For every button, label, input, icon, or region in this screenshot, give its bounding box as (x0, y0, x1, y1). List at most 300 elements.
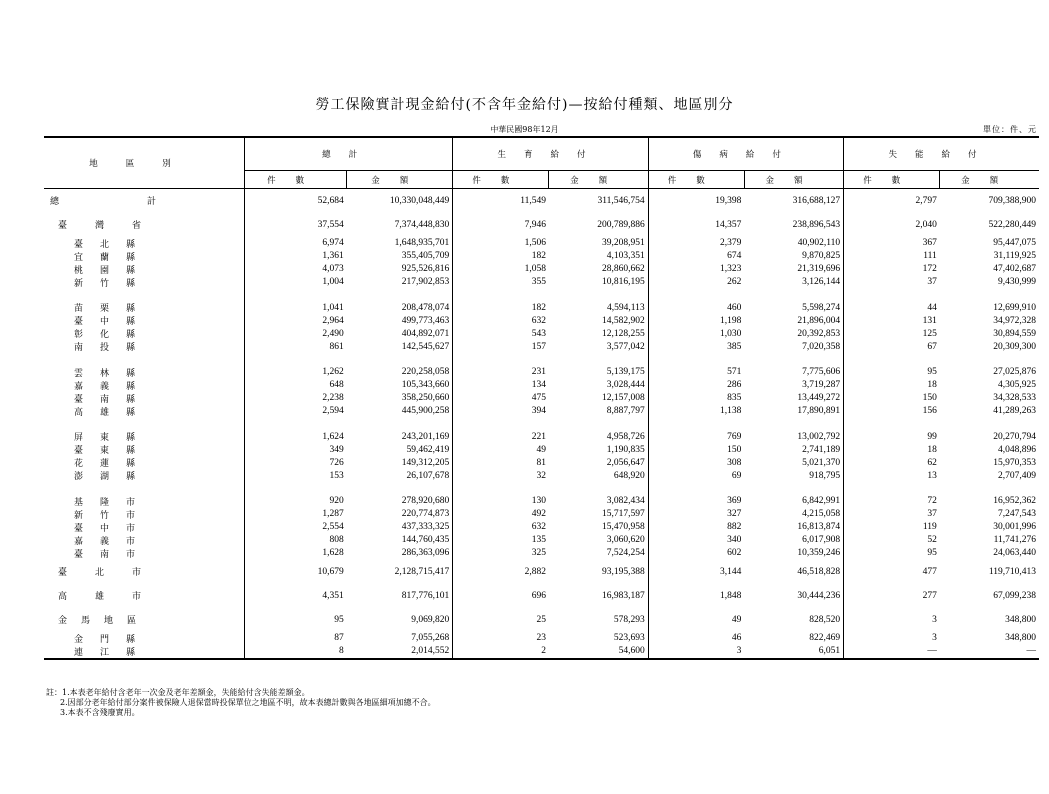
amount-cell: 8,887,797 (606, 406, 645, 416)
amount-cell: 828,520 (809, 614, 841, 625)
amount-cell: 15,717,597 (601, 509, 645, 519)
count-cell: 2,554 (245, 521, 347, 534)
count-cell: 49 (648, 608, 744, 632)
count-cell: 4,073 (245, 263, 347, 276)
amount-cell: 6,051 (744, 645, 843, 659)
count-cell: 44 (844, 301, 940, 314)
spacer-cell (245, 482, 347, 495)
amount-cell: 4,594,113 (607, 302, 645, 313)
spacer-cell (744, 289, 843, 302)
amount-cell: 1,190,835 (606, 444, 645, 455)
count-cell: 696 (453, 584, 549, 608)
amount-cell: 34,328,533 (993, 393, 1036, 403)
amount-cell: 27,025,876 (993, 367, 1036, 377)
amount-cell: 817,776,101 (401, 590, 450, 601)
count-cell: 18 (844, 443, 940, 456)
amount-cell: 40,902,110 (797, 238, 841, 248)
count-cell: 46 (648, 632, 744, 645)
amount-cell: 208,478,074 (401, 302, 450, 313)
count-cell: 156 (844, 405, 940, 418)
count-cell: 150 (648, 443, 744, 456)
amount-cell: 7,020,358 (802, 341, 841, 352)
amount-cell: 67,099,238 (993, 590, 1036, 601)
sub-header-amount: 金額 (347, 171, 453, 189)
count-cell: 81 (453, 456, 549, 469)
amount-cell: 2,741,189 (802, 444, 841, 455)
amount-cell: 26,107,678 (406, 470, 450, 481)
count-cell: 1,624 (245, 430, 347, 443)
amount-cell: 21,896,004 (797, 315, 841, 326)
amount-cell: 28,860,662 (601, 264, 645, 274)
group-header-sickness: 傷病給付 (648, 137, 843, 171)
region-name: 花蓮縣 (74, 458, 153, 468)
region-name: 臺中縣 (74, 316, 153, 326)
count-cell: 369 (648, 495, 744, 508)
count-cell: 14,357 (648, 213, 744, 237)
count-cell: 1,848 (648, 584, 744, 608)
region-name: 嘉義縣 (74, 380, 153, 391)
count-cell: 1,004 (245, 276, 347, 289)
amount-cell: 404,892,071 (401, 328, 450, 339)
amount-cell: 3,577,042 (606, 341, 645, 352)
amount-cell: 2,056,647 (606, 457, 645, 468)
sub-header-count: 件數 (453, 171, 549, 189)
table-row (44, 560, 1039, 584)
amount-cell: 5,598,274 (802, 302, 841, 313)
amount-cell: 348,800 (1005, 614, 1036, 625)
amount-cell: 3,028,444 (606, 380, 645, 390)
region-name: 金馬地區 (58, 615, 151, 625)
count-cell: 182 (453, 250, 549, 263)
spacer-cell (940, 353, 1039, 366)
count-cell: 125 (844, 327, 940, 340)
region-name: 臺南縣 (74, 393, 153, 404)
amount-cell: 445,900,258 (401, 406, 450, 416)
count-cell: 460 (648, 301, 744, 314)
sub-header-count: 件數 (648, 171, 744, 189)
amount-cell: 6,842,991 (802, 496, 841, 506)
count-cell: 674 (648, 250, 744, 263)
region-name: 嘉義市 (74, 535, 153, 546)
amount-cell: 20,309,300 (993, 341, 1036, 352)
page-title: 勞工保險實計現金給付(不含年金給付)—按給付種類、地區別分 (315, 97, 734, 113)
spacer-cell (453, 418, 549, 431)
region-name: 臺中市 (74, 522, 153, 533)
amount-cell: 925,526,816 (401, 264, 450, 274)
table-row (44, 645, 1039, 659)
count-cell: 7,946 (453, 213, 549, 237)
spacer-cell (549, 289, 648, 302)
count-cell: 648 (245, 379, 347, 392)
table-row (44, 263, 1039, 276)
amount-cell: 39,208,951 (601, 238, 645, 248)
table-row (44, 430, 1039, 443)
count-cell: 1,361 (245, 250, 347, 263)
region-name: 臺南市 (74, 548, 153, 559)
amount-cell: 4,215,058 (802, 509, 841, 519)
region-name: 新竹縣 (74, 277, 153, 288)
count-cell: 308 (648, 456, 744, 469)
count-cell: 231 (453, 366, 549, 379)
amount-cell: 220,258,058 (401, 367, 450, 377)
amount-cell: 578,293 (613, 614, 645, 625)
amount-cell: 348,800 (1005, 633, 1036, 643)
amount-cell: 217,902,853 (401, 277, 450, 287)
region-name: 彰化縣 (74, 329, 153, 339)
amount-cell: 3,060,620 (606, 535, 645, 545)
amount-cell: 5,021,370 (802, 457, 841, 468)
amount-cell: 243,201,169 (401, 431, 450, 442)
spacer-cell (744, 482, 843, 495)
spacer-row (44, 418, 1039, 431)
count-cell: 602 (648, 547, 744, 560)
count-cell: 2,797 (844, 189, 940, 213)
count-cell: 62 (844, 456, 940, 469)
count-cell: 394 (453, 405, 549, 418)
amount-cell: 4,958,726 (606, 431, 645, 442)
region-name: 宜蘭縣 (74, 251, 153, 262)
count-cell: 286 (648, 379, 744, 392)
amount-cell: 21,319,696 (797, 264, 841, 274)
amount-cell: 3,082,434 (606, 496, 645, 506)
spacer-cell (844, 482, 940, 495)
count-cell: 1,041 (245, 301, 347, 314)
amount-cell: 316,688,127 (792, 195, 841, 206)
amount-cell: 2,707,409 (998, 470, 1036, 481)
amount-cell: 3,719,287 (802, 380, 841, 390)
count-cell: 769 (648, 430, 744, 443)
amount-cell: 7,524,254 (606, 548, 645, 558)
count-cell: 69 (648, 469, 744, 482)
amount-cell: 24,063,440 (993, 548, 1036, 558)
amount-cell: 2,014,552 (347, 645, 453, 659)
amount-cell: 4,048,896 (998, 444, 1036, 455)
amount-cell: 7,374,448,830 (394, 219, 450, 230)
sub-header-amount: 金額 (744, 171, 843, 189)
footnotes (46, 688, 436, 718)
count-cell: 221 (453, 430, 549, 443)
table-row (44, 443, 1039, 456)
amount-cell: 10,330,048,449 (389, 195, 450, 206)
spacer-cell (844, 289, 940, 302)
count-cell: 475 (453, 392, 549, 405)
spacer-cell (347, 353, 453, 366)
table-row (44, 379, 1039, 392)
amount-cell: 54,600 (549, 645, 648, 659)
count-cell: 3 (844, 632, 940, 645)
amount-cell: 105,343,660 (401, 380, 450, 390)
amount-cell: 16,983,187 (601, 590, 645, 601)
amount-cell: 95,447,075 (993, 238, 1036, 248)
count-cell: 37 (844, 276, 940, 289)
amount-cell: 9,430,999 (998, 277, 1036, 287)
amount-cell: 47,402,687 (993, 264, 1036, 274)
count-cell: 37 (844, 508, 940, 521)
count-cell: 492 (453, 508, 549, 521)
count-cell: 726 (245, 456, 347, 469)
footnote-3: 3.本表不含殘廢實用。 (60, 708, 140, 717)
amount-cell: 238,896,543 (792, 219, 841, 230)
table-row (44, 632, 1039, 645)
count-cell: 10,679 (245, 560, 347, 584)
amount-cell: 12,128,255 (601, 328, 645, 339)
count-cell: 571 (648, 366, 744, 379)
count-cell: 52 (844, 534, 940, 547)
amount-cell: 1,648,935,701 (394, 238, 450, 248)
count-cell: 355 (453, 276, 549, 289)
amount-cell: 93,195,388 (601, 566, 645, 577)
amount-cell: 3,126,144 (802, 277, 841, 287)
amount-cell: 311,546,754 (597, 195, 645, 206)
spacer-cell (940, 289, 1039, 302)
spacer-row (44, 482, 1039, 495)
amount-cell: 142,545,627 (401, 341, 450, 352)
spacer-cell (648, 289, 744, 302)
amount-cell: 355,405,709 (401, 251, 450, 261)
amount-cell: 16,952,362 (993, 496, 1036, 506)
table-row (44, 495, 1039, 508)
count-cell: 632 (453, 521, 549, 534)
amount-cell: 12,699,910 (993, 302, 1036, 313)
count-cell: 835 (648, 392, 744, 405)
count-cell: 67 (844, 340, 940, 353)
count-cell: 130 (453, 495, 549, 508)
count-cell: 327 (648, 508, 744, 521)
footnote-2: 2.因部分老年給付部分案件被保險人退保當時投保單位之地區不明，故本表總計數與各地區細項加總不合。 (60, 698, 436, 707)
amount-cell: 15,470,958 (601, 522, 645, 532)
count-cell: 131 (844, 314, 940, 327)
count-cell: 543 (453, 327, 549, 340)
table-row (44, 392, 1039, 405)
region-header: 地區別 (44, 137, 245, 189)
count-cell: 95 (844, 547, 940, 560)
amount-cell: 6,017,908 (802, 535, 841, 545)
count-cell: 2 (453, 645, 549, 659)
spacer-cell (347, 418, 453, 431)
table-row (44, 340, 1039, 353)
spacer-cell (453, 353, 549, 366)
amount-cell: 9,870,825 (802, 251, 841, 261)
unit-label: 單位：件、元 (983, 125, 1037, 134)
amount-cell: 13,002,792 (797, 431, 841, 442)
count-cell: 1,030 (648, 327, 744, 340)
amount-cell: 16,813,874 (797, 522, 841, 532)
count-cell: 11,549 (453, 189, 549, 213)
count-cell: 2,490 (245, 327, 347, 340)
amount-cell: 523,693 (613, 633, 645, 643)
table-row (44, 608, 1039, 632)
count-cell: 111 (844, 250, 940, 263)
spacer-cell (549, 353, 648, 366)
sub-header-count: 件數 (245, 171, 347, 189)
spacer-cell (245, 418, 347, 431)
benefit-table (44, 136, 1039, 660)
amount-cell: 17,890,891 (797, 406, 841, 416)
count-cell: 150 (844, 392, 940, 405)
table-row (44, 250, 1039, 263)
table-row (44, 456, 1039, 469)
amount-cell: 5,139,175 (606, 367, 645, 377)
count-cell: 1,287 (245, 508, 347, 521)
table-body (44, 189, 1039, 659)
count-cell: 134 (453, 379, 549, 392)
count-cell: 19,398 (648, 189, 744, 213)
amount-cell: 7,055,268 (411, 633, 450, 643)
spacer-cell (44, 353, 245, 366)
count-cell: 2,594 (245, 405, 347, 418)
amount-cell: 20,270,794 (993, 431, 1036, 442)
count-cell: 52,684 (245, 189, 347, 213)
spacer-cell (347, 289, 453, 302)
count-cell: 2,238 (245, 392, 347, 405)
footnote-1: 註：1.本表老年給付含老年一次金及老年差額金，失能給付含失能差額金。 (46, 688, 310, 697)
count-cell: 1,058 (453, 263, 549, 276)
amount-cell: 13,449,272 (797, 393, 841, 403)
amount-cell: 648,920 (613, 470, 645, 481)
count-cell: 32 (453, 469, 549, 482)
table-row (44, 521, 1039, 534)
spacer-cell (245, 353, 347, 366)
amount-cell: 9,069,820 (411, 614, 450, 625)
count-cell: 262 (648, 276, 744, 289)
region-name: 臺北縣 (74, 238, 153, 249)
region-name: 桃園縣 (74, 264, 153, 275)
count-cell: 367 (844, 237, 940, 250)
region-name: 新竹市 (74, 509, 153, 520)
spacer-cell (648, 418, 744, 431)
amount-cell: 41,289,263 (993, 406, 1036, 416)
table-row (44, 584, 1039, 608)
spacer-cell (44, 482, 245, 495)
spacer-cell (744, 418, 843, 431)
count-cell: 882 (648, 521, 744, 534)
region-name: 臺東縣 (74, 445, 153, 455)
amount-cell: 11,741,276 (993, 535, 1036, 545)
sub-header-amount: 金額 (940, 171, 1039, 189)
region-name: 南投縣 (74, 342, 153, 352)
amount-cell: 30,001,996 (993, 522, 1036, 532)
count-cell: 23 (453, 632, 549, 645)
region-name: 金門縣 (74, 633, 153, 644)
amount-cell: — (940, 645, 1039, 659)
region-name: 高雄市 (58, 591, 170, 601)
amount-cell: 14,582,902 (601, 315, 645, 326)
count-cell: 325 (453, 547, 549, 560)
count-cell: 632 (453, 314, 549, 327)
count-cell: 95 (245, 608, 347, 632)
table-row (44, 189, 1039, 213)
count-cell: 172 (844, 263, 940, 276)
count-cell: 18 (844, 379, 940, 392)
region-name: 澎湖縣 (74, 471, 153, 481)
amount-cell: 31,119,925 (993, 251, 1036, 261)
count-cell: 49 (453, 443, 549, 456)
count-cell: 4,351 (245, 584, 347, 608)
region-name: 高雄縣 (74, 406, 153, 417)
amount-cell: 2,128,715,417 (394, 566, 450, 577)
spacer-row (44, 289, 1039, 302)
sub-header-amount: 金額 (549, 171, 648, 189)
amount-cell: 822,469 (809, 633, 841, 643)
spacer-cell (453, 482, 549, 495)
count-cell: — (844, 645, 940, 659)
report-date: 中華民國98年12月 (490, 125, 559, 134)
count-cell: 87 (245, 632, 347, 645)
spacer-cell (245, 289, 347, 302)
count-cell: 3 (648, 645, 744, 659)
amount-cell: 7,247,543 (998, 509, 1036, 519)
spacer-cell (744, 353, 843, 366)
table-row (44, 508, 1039, 521)
count-cell: 8 (245, 645, 347, 659)
region-name: 臺灣省 (58, 220, 170, 230)
region-name: 臺北市 (58, 567, 170, 577)
count-cell: 1,198 (648, 314, 744, 327)
spacer-cell (453, 289, 549, 302)
count-cell: 37,554 (245, 213, 347, 237)
count-cell: 3,144 (648, 560, 744, 584)
table-row (44, 327, 1039, 340)
count-cell: 1,506 (453, 237, 549, 250)
amount-cell: 220,774,873 (401, 509, 450, 519)
amount-cell: 12,157,008 (601, 393, 645, 403)
table-row (44, 213, 1039, 237)
count-cell: 182 (453, 301, 549, 314)
spacer-row (44, 353, 1039, 366)
spacer-cell (940, 418, 1039, 431)
count-cell: 920 (245, 495, 347, 508)
count-cell: 72 (844, 495, 940, 508)
amount-cell: 34,972,328 (993, 315, 1036, 326)
amount-cell: 709,388,900 (988, 195, 1036, 206)
count-cell: 1,262 (245, 366, 347, 379)
table-row (44, 534, 1039, 547)
amount-cell: 10,816,195 (601, 277, 645, 287)
spacer-cell (549, 418, 648, 431)
region-name: 雲林縣 (74, 367, 153, 378)
count-cell: 808 (245, 534, 347, 547)
count-cell: 6,974 (245, 237, 347, 250)
count-cell: 95 (844, 366, 940, 379)
table-row (44, 276, 1039, 289)
amount-cell: 499,773,463 (401, 315, 450, 326)
count-cell: 1,138 (648, 405, 744, 418)
region-name: 總計 (50, 196, 245, 207)
amount-cell: 918,795 (809, 470, 841, 481)
amount-cell: 437,333,325 (401, 522, 450, 532)
amount-cell: 59,462,419 (406, 444, 450, 455)
amount-cell: 46,518,828 (797, 566, 841, 577)
count-cell: 99 (844, 430, 940, 443)
count-cell: 477 (844, 560, 940, 584)
spacer-cell (648, 353, 744, 366)
count-cell: 861 (245, 340, 347, 353)
table-row (44, 237, 1039, 250)
amount-cell: 10,359,246 (797, 548, 841, 558)
spacer-cell (347, 482, 453, 495)
amount-cell: 4,103,351 (606, 251, 645, 261)
count-cell: 135 (453, 534, 549, 547)
count-cell: 1,628 (245, 547, 347, 560)
count-cell: 25 (453, 608, 549, 632)
amount-cell: 144,760,435 (401, 535, 450, 545)
count-cell: 13 (844, 469, 940, 482)
amount-cell: 30,444,236 (797, 590, 841, 601)
region-name: 連江縣 (44, 645, 245, 659)
count-cell: 2,964 (245, 314, 347, 327)
spacer-cell (44, 289, 245, 302)
group-header-total: 總計 (245, 137, 453, 171)
